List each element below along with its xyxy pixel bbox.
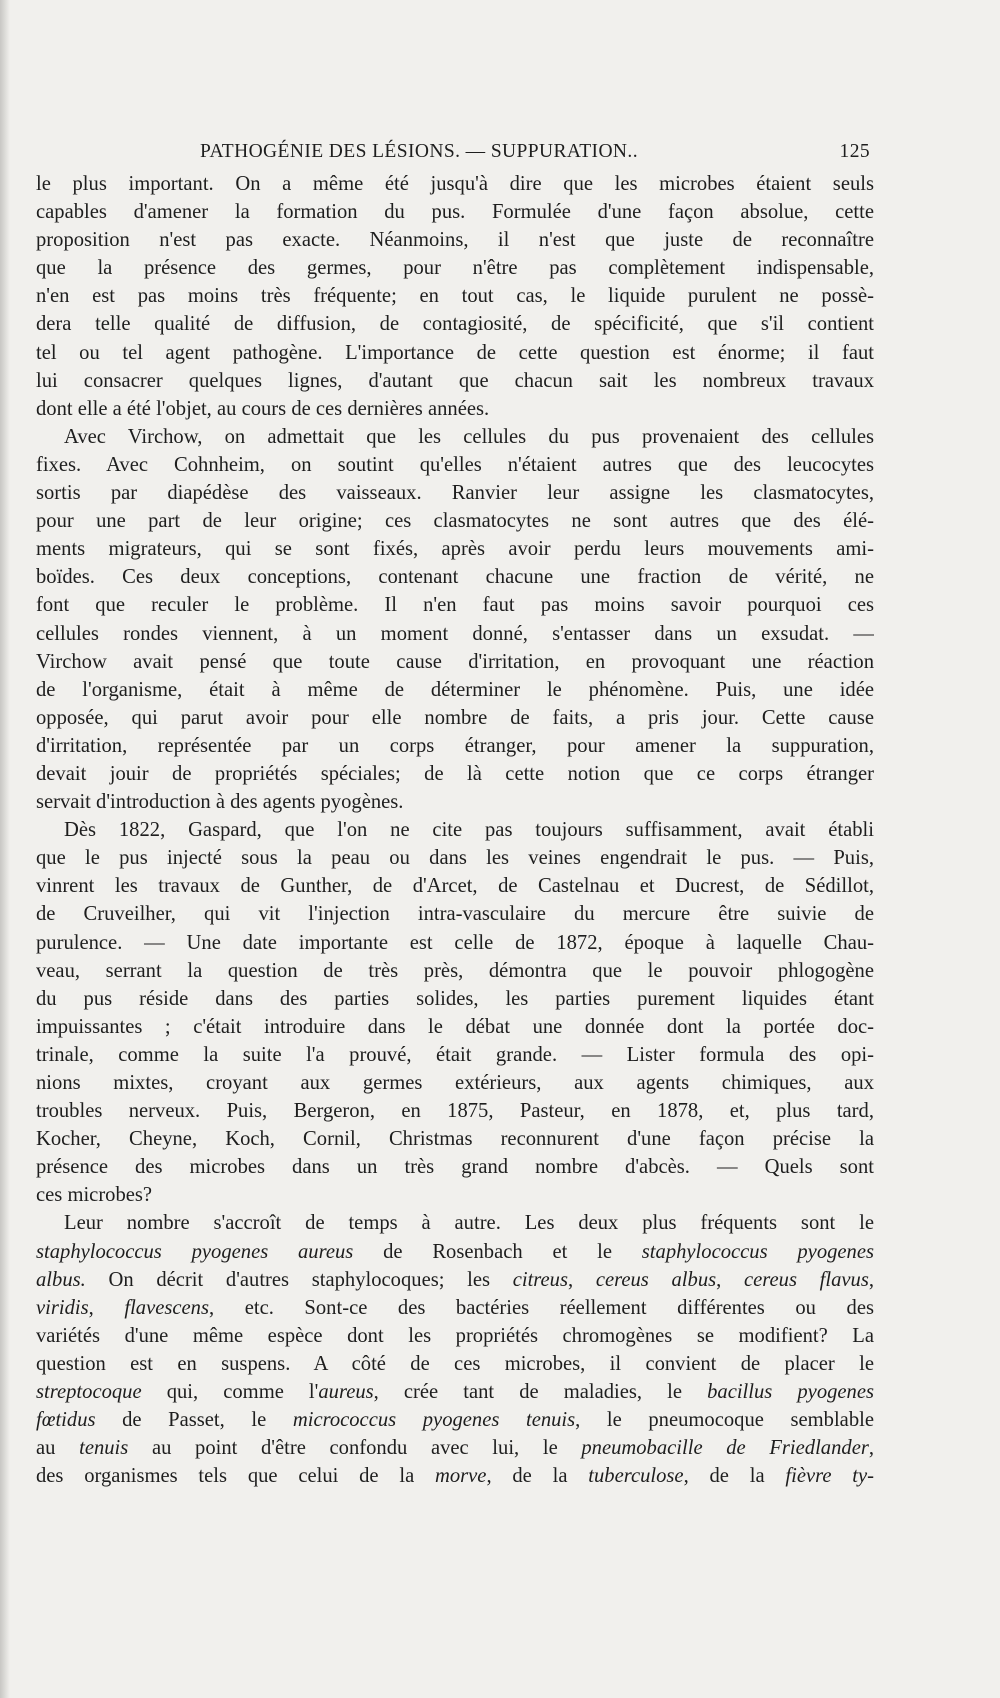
text-line <box>36 929 874 957</box>
text-segment: n'en est pas moins très fréquente; en tout cas, le liquide purulent ne possè- <box>36 285 874 308</box>
text-segment: qui, comme l' <box>141 1381 319 1404</box>
text-segment: , <box>868 1268 874 1291</box>
italic-text: cereus flavus <box>743 1268 869 1291</box>
text-segment: tel ou tel agent pathogène. L'importance de cette question est énorme; il faut <box>36 341 874 364</box>
text-line <box>36 1266 874 1294</box>
text-line <box>36 507 874 535</box>
text-segment: Virchow avait pensé que toute cause d'irritation, en provoquant une réaction <box>36 650 874 673</box>
italic-text: albus. <box>36 1268 86 1291</box>
text-line <box>36 1013 874 1041</box>
text-line <box>36 732 874 760</box>
text-segment: troubles nerveux. Puis, Bergeron, en 1875, Pasteur, en 1878, et, plus tard, <box>36 1100 874 1123</box>
text-line <box>36 704 874 732</box>
text-segment: que la présence des germes, pour n'être pas complètement indispensable, <box>36 257 874 280</box>
italic-text: aureus <box>318 1381 374 1404</box>
text-line <box>36 1238 874 1266</box>
text-segment: , de la <box>683 1465 786 1488</box>
text-segment: question est en suspens. A côté de ces microbes, il convient de placer le <box>36 1352 874 1375</box>
text-segment: sortis par diapédèse des vaisseaux. Ranvier leur assigne les clasmatocytes, <box>36 482 874 505</box>
italic-text: viridis <box>36 1296 89 1319</box>
italic-text: tenuis <box>79 1437 129 1460</box>
text-segment: Avec Virchow, on admettait que les cellules du pus provenaient des cellules <box>64 425 874 448</box>
text-segment: du pus réside dans des parties solides, les parties purement liquides étant <box>36 987 874 1010</box>
italic-text: micrococcus pyogenes tenuis <box>292 1409 576 1432</box>
text-line <box>36 985 874 1013</box>
text-line <box>36 254 874 282</box>
text-segment: font que reculer le problème. Il n'en faut pas moins savoir pourquoi ces <box>36 594 874 617</box>
text-line <box>36 1462 874 1490</box>
text-segment: Leur nombre s'accroît de temps à autre. Les deux plus fréquents sont le <box>64 1212 874 1235</box>
text-segment: servait d'introduction à des agents pyogènes. <box>36 791 404 814</box>
text-segment: , etc. Sont-ce des bactéries réellement différentes ou des <box>209 1296 874 1319</box>
text-line <box>36 423 874 451</box>
text-segment: de Passet, le <box>95 1409 293 1432</box>
italic-text: citreus <box>512 1268 568 1291</box>
italic-text: fièvre ty- <box>785 1465 874 1488</box>
text-line <box>36 170 874 198</box>
text-line <box>36 1294 874 1322</box>
text-segment: fixes. Avec Cohnheim, on soutint qu'elles n'étaient autres que des leucocytes <box>36 453 874 476</box>
running-head <box>200 141 870 163</box>
text-segment: dont elle a été l'objet, au cours de ces dernières années. <box>36 397 490 420</box>
text-segment: d'irritation, représentée par un corps étranger, pour amener la suppuration, <box>36 734 874 757</box>
text-segment: devait jouir de propriétés spéciales; de là cette notion que ce corps étranger <box>36 762 874 785</box>
text-line <box>36 957 874 985</box>
text-segment: ments migrateurs, qui se sont fixés, après avoir perdu leurs mouvements ami- <box>36 538 874 561</box>
text-segment: ces microbes? <box>36 1184 153 1207</box>
text-segment: purulence. — Une date importante est celle de 1872, époque à laquelle Chau- <box>36 931 874 954</box>
text-segment: , de la <box>486 1465 589 1488</box>
text-line <box>36 1097 874 1125</box>
text-segment: cellules rondes viennent, à un moment donné, s'entasser dans un exsudat. — <box>36 622 874 645</box>
text-line <box>36 339 874 367</box>
text-segment: variétés d'une même espèce dont les propriétés chromogènes se modifient? La <box>36 1324 874 1347</box>
text-line <box>36 591 874 619</box>
text-segment: veau, serrant la question de très près, démontra que le pouvoir phlogogène <box>36 959 874 982</box>
text-segment: des organismes tels que celui de la <box>36 1465 435 1488</box>
text-segment: lui consacrer quelques lignes, d'autant que chacun sait les nombreux travaux <box>36 369 874 392</box>
text-line <box>36 1181 874 1209</box>
text-line <box>36 1153 874 1181</box>
text-line <box>36 872 874 900</box>
page-gutter-shadow <box>0 0 10 1698</box>
text-line <box>36 563 874 591</box>
text-line <box>36 367 874 395</box>
text-line <box>36 760 874 788</box>
italic-text: morve <box>434 1465 487 1488</box>
text-line <box>36 844 874 872</box>
text-segment: , <box>568 1268 596 1291</box>
text-segment: de Cruveilher, qui vit l'injection intra-vasculaire du mercure être suivie de <box>36 903 874 926</box>
text-line <box>36 395 874 423</box>
text-line <box>36 1069 874 1097</box>
text-line <box>36 1406 874 1434</box>
text-segment: de Rosenbach et le <box>353 1240 642 1263</box>
text-segment: présence des microbes dans un très grand nombre d'abcès. — Quels sont <box>36 1156 874 1179</box>
italic-text: bacillus pyogenes <box>707 1381 874 1404</box>
text-line <box>36 900 874 928</box>
text-segment: trinale, comme la suite l'a prouvé, était grande. — Lister formula des opi- <box>36 1043 874 1066</box>
italic-text: staphylococcus pyogenes aureus <box>36 1240 354 1263</box>
italic-text: flavescens <box>124 1296 209 1319</box>
text-line <box>36 1322 874 1350</box>
text-line <box>36 620 874 648</box>
italic-text: pneumobacille de Friedlander <box>581 1437 869 1460</box>
running-head-title: PATHOGÉNIE DES LÉSIONS. — SUPPURATION.. <box>200 141 638 162</box>
text-line <box>36 1209 874 1237</box>
text-line <box>36 1378 874 1406</box>
text-segment: , <box>88 1296 125 1319</box>
text-segment: boïdes. Ces deux conceptions, contenant chacune une fraction de vérité, ne <box>36 566 874 589</box>
text-segment: que le pus injecté sous la peau ou dans les veines engendrait le pus. — Puis, <box>36 847 874 870</box>
text-line <box>36 310 874 338</box>
text-line <box>36 816 874 844</box>
page-number: 125 <box>839 141 870 162</box>
text-segment: On décrit d'autres staphylocoques; les <box>85 1268 513 1291</box>
text-segment: impuissantes ; c'était introduire dans le débat une donnée dont la portée doc- <box>36 1015 874 1038</box>
text-segment: au <box>36 1437 80 1460</box>
text-segment: , le pneumocoque semblable <box>575 1409 874 1432</box>
text-line <box>36 648 874 676</box>
italic-text: cereus albus <box>595 1268 717 1291</box>
text-line <box>36 1125 874 1153</box>
text-segment: dera telle qualité de diffusion, de contagiosité, de spécificité, que s'il contient <box>36 313 874 336</box>
italic-text: tuberculose <box>588 1465 684 1488</box>
text-segment: , <box>868 1437 874 1460</box>
text-segment: de l'organisme, était à même de déterminer le phénomène. Puis, une idée <box>36 678 874 701</box>
body-text <box>36 170 874 1490</box>
text-segment: proposition n'est pas exacte. Néanmoins, il n'est que juste de reconnaître <box>36 229 874 252</box>
text-segment: le plus important. On a même été jusqu'à dire que les microbes étaient seuls <box>36 173 874 195</box>
text-segment: pour une part de leur origine; ces clasmatocytes ne sont autres que des élé- <box>36 510 874 533</box>
text-line <box>36 479 874 507</box>
text-segment: Dès 1822, Gaspard, que l'on ne cite pas toujours suffisamment, avait établi <box>64 819 874 842</box>
text-line <box>36 788 874 816</box>
text-line <box>36 1041 874 1069</box>
text-segment: capables d'amener la formation du pus. Formulée d'une façon absolue, cette <box>36 201 874 224</box>
italic-text: fœtidus <box>36 1409 96 1432</box>
text-segment: au point d'être confondu avec lui, le <box>128 1437 582 1460</box>
text-line <box>36 535 874 563</box>
text-segment: nions mixtes, croyant aux germes extérieurs, aux agents chimiques, aux <box>36 1072 874 1094</box>
text-line <box>36 1350 874 1378</box>
text-line <box>36 676 874 704</box>
text-line <box>36 1434 874 1462</box>
text-segment: vinrent les travaux de Gunther, de d'Arcet, de Castelnau et Ducrest, de Sédillot, <box>36 875 874 898</box>
text-segment: , crée tant de maladies, le <box>373 1381 708 1404</box>
italic-text: staphylococcus pyogenes <box>641 1240 874 1263</box>
text-segment: , <box>716 1268 744 1291</box>
italic-text: streptocoque <box>36 1381 142 1404</box>
text-line <box>36 282 874 310</box>
text-line <box>36 198 874 226</box>
text-line <box>36 226 874 254</box>
text-segment: Kocher, Cheyne, Koch, Cornil, Christmas reconnurent d'une façon précise la <box>36 1128 874 1151</box>
text-line <box>36 451 874 479</box>
text-segment: opposée, qui parut avoir pour elle nombre de faits, a pris jour. Cette cause <box>36 706 874 729</box>
